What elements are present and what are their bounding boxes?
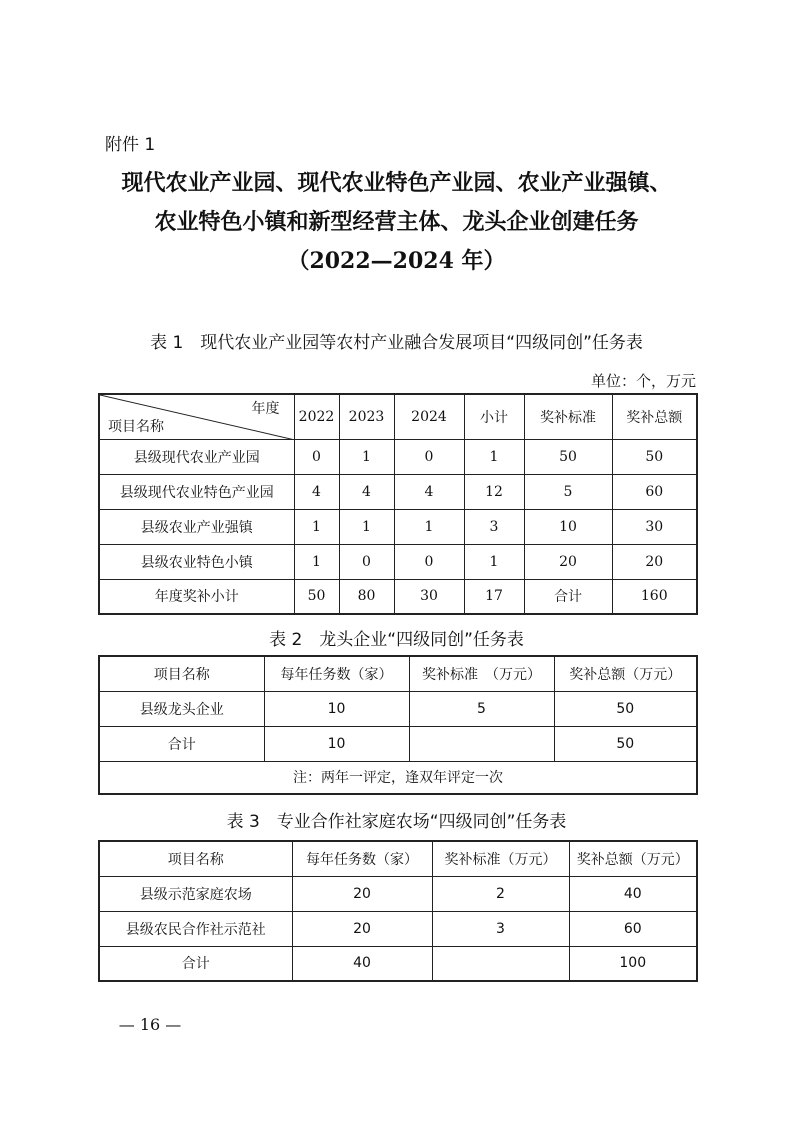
table1-header: 2024 xyxy=(394,394,464,439)
table-row xyxy=(99,509,697,544)
table-cell: 1 xyxy=(464,544,524,579)
table-cell: 20 xyxy=(292,911,432,946)
table-cell: 20 xyxy=(524,544,612,579)
table-cell: 县级现代农业产业园 xyxy=(99,439,294,474)
table-cell: 10 xyxy=(264,691,409,726)
table3-caption: 表 3 专业合作社家庭农场“四级同创”任务表 xyxy=(226,812,567,832)
table-cell: 合计 xyxy=(99,946,292,981)
table-cell: 4 xyxy=(394,474,464,509)
table-cell: 50 xyxy=(294,579,339,614)
table-cell: 50 xyxy=(524,439,612,474)
table-cell: 0 xyxy=(294,439,339,474)
table2-caption: 表 2 龙头企业“四级同创”任务表 xyxy=(269,630,524,650)
table-cell: 县级龙头企业 xyxy=(99,691,264,726)
table3-header: 每年任务数（家） xyxy=(292,841,432,876)
table-row xyxy=(99,911,697,946)
table-cell: 县级示范家庭农场 xyxy=(99,876,292,911)
table-cell: 合计 xyxy=(99,726,264,761)
table1 xyxy=(98,393,698,615)
table-cell: 30 xyxy=(612,509,697,544)
table1-corner-cell xyxy=(99,394,294,439)
table-row xyxy=(99,474,697,509)
table-cell: 50 xyxy=(554,726,697,761)
table-cell: 年度奖补小计 xyxy=(99,579,294,614)
table-row xyxy=(99,544,697,579)
table-cell: 3 xyxy=(464,509,524,544)
table-cell: 1 xyxy=(464,439,524,474)
table-cell: 3 xyxy=(432,911,569,946)
table-cell: 县级农民合作社示范社 xyxy=(99,911,292,946)
table-cell: 0 xyxy=(394,544,464,579)
table-cell: 50 xyxy=(612,439,697,474)
table-row xyxy=(99,726,697,761)
table1-corner-top: 年度 xyxy=(251,401,280,417)
table-cell: 30 xyxy=(394,579,464,614)
table2-note-row xyxy=(99,761,697,794)
table-cell: 40 xyxy=(292,946,432,981)
table-cell: 2 xyxy=(432,876,569,911)
table3-header: 项目名称 xyxy=(99,841,292,876)
table3-header: 奖补总额（万元） xyxy=(569,841,697,876)
table3 xyxy=(98,840,698,982)
table-cell: 10 xyxy=(524,509,612,544)
table-cell: 县级农业特色小镇 xyxy=(99,544,294,579)
table1-header: 小计 xyxy=(464,394,524,439)
table-cell: 80 xyxy=(339,579,394,614)
table-cell: 12 xyxy=(464,474,524,509)
table-cell: 40 xyxy=(569,876,697,911)
table-cell: 60 xyxy=(569,911,697,946)
table-row xyxy=(99,946,697,981)
table-row xyxy=(99,439,697,474)
table1-corner-bottom: 项目名称 xyxy=(108,418,164,435)
table2 xyxy=(98,655,698,795)
table-cell: 20 xyxy=(292,876,432,911)
table2-note: 注：两年一评定，逢双年评定一次 xyxy=(99,761,697,794)
attachment-label: 附件 1 xyxy=(105,135,156,155)
table3-header-row xyxy=(99,841,697,876)
table-cell: 县级农业产业强镇 xyxy=(99,509,294,544)
table2-header-row xyxy=(99,656,697,691)
table-row xyxy=(99,876,697,911)
table-cell xyxy=(409,726,554,761)
page-number: — 16 — xyxy=(118,1015,182,1034)
table-cell: 5 xyxy=(409,691,554,726)
table1-header-row xyxy=(99,394,697,439)
document-title-line-1: 现代农业产业园、现代农业特色产业园、农业产业强镇、 xyxy=(121,170,672,196)
table-cell: 1 xyxy=(294,544,339,579)
table-cell xyxy=(432,946,569,981)
table1-header: 奖补标准 xyxy=(524,394,612,439)
table2-header: 每年任务数（家） xyxy=(264,656,409,691)
table-row xyxy=(99,691,697,726)
table1-caption: 表 1 现代农业产业园等农村产业融合发展项目“四级同创”任务表 xyxy=(150,333,643,353)
table1-header: 2023 xyxy=(339,394,394,439)
table-cell: 4 xyxy=(339,474,394,509)
table1-unit: 单位：个，万元 xyxy=(590,372,696,390)
table-cell: 10 xyxy=(264,726,409,761)
document-title-line-3: （2022—2024 年） xyxy=(287,248,506,274)
table2-header: 奖补标准 （万元） xyxy=(409,656,554,691)
table1-header: 2022 xyxy=(294,394,339,439)
table-row xyxy=(99,579,697,614)
table-cell: 20 xyxy=(612,544,697,579)
table-cell: 60 xyxy=(612,474,697,509)
table3-header: 奖补标准（万元） xyxy=(432,841,569,876)
table-cell: 合计 xyxy=(524,579,612,614)
table-cell: 50 xyxy=(554,691,697,726)
table-cell: 1 xyxy=(294,509,339,544)
table-cell: 17 xyxy=(464,579,524,614)
table-cell: 1 xyxy=(339,439,394,474)
table-cell: 0 xyxy=(394,439,464,474)
table-cell: 0 xyxy=(339,544,394,579)
table-cell: 4 xyxy=(294,474,339,509)
table2-header: 奖补总额（万元） xyxy=(554,656,697,691)
table-cell: 1 xyxy=(394,509,464,544)
table-cell: 100 xyxy=(569,946,697,981)
table1-header: 奖补总额 xyxy=(612,394,697,439)
document-title-line-2: 农业特色小镇和新型经营主体、龙头企业创建任务 xyxy=(154,209,639,235)
table-cell: 1 xyxy=(339,509,394,544)
table-cell: 县级现代农业特色产业园 xyxy=(99,474,294,509)
table2-header: 项目名称 xyxy=(99,656,264,691)
table-cell: 160 xyxy=(612,579,697,614)
table-cell: 5 xyxy=(524,474,612,509)
